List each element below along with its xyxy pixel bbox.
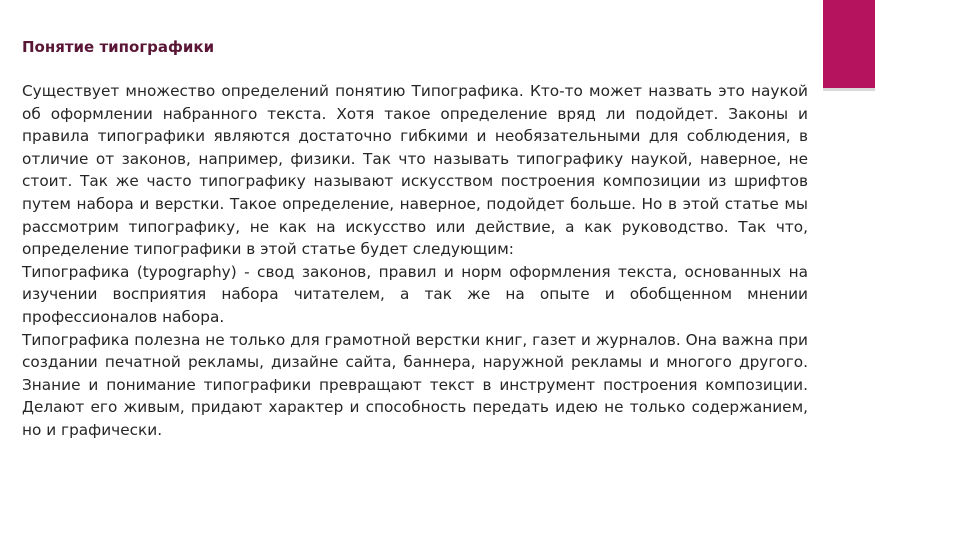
accent-bar xyxy=(823,0,875,88)
paragraph-typography-usefulness: Типографика полезна не только для грамотной верстки книг, газет и журналов. Она важна при создании печатной рекламы, дизайне сайта, баннера, наружной рекламы и многого другого. Знание и понимание типографики превращают текст в инструмент построения композиции. Делают его живым, придают характер и способность передать идею не только содержанием, но и графически. xyxy=(22,330,808,439)
paragraph-definitions-intro: Существует множество определений понятию Типографика. Кто-то может назвать это наукой об оформлении набранного текста. Хотя такое определение вряд ли подойдет. Законы и правила типографики являются достаточно гибкими и необязательными для соблюдения, в отличие от законов, например, физики. Так что называть типографику наукой, наверное, не стоит. Так же часто типографику называют искусством построения композиции из шрифтов путем набора и верстки. Такое определение, наверное, подойдет больше. Но в этой статье мы рассмотрим типографику, не как на искусство или действие, а как руководство. Так что, определение типографики в этой статье будет следующим: xyxy=(22,82,808,259)
slide-title: Понятие типографики xyxy=(22,38,215,56)
accent-bar-shadow xyxy=(823,88,875,91)
paragraph-typography-definition: Типографика (typography) - свод законов, правил и норм оформления текста, основанных на изучении восприятия набора читателем, а так же на опыте и обобщенном мнении профессионалов набора. xyxy=(22,262,808,326)
slide-content xyxy=(22,36,808,442)
